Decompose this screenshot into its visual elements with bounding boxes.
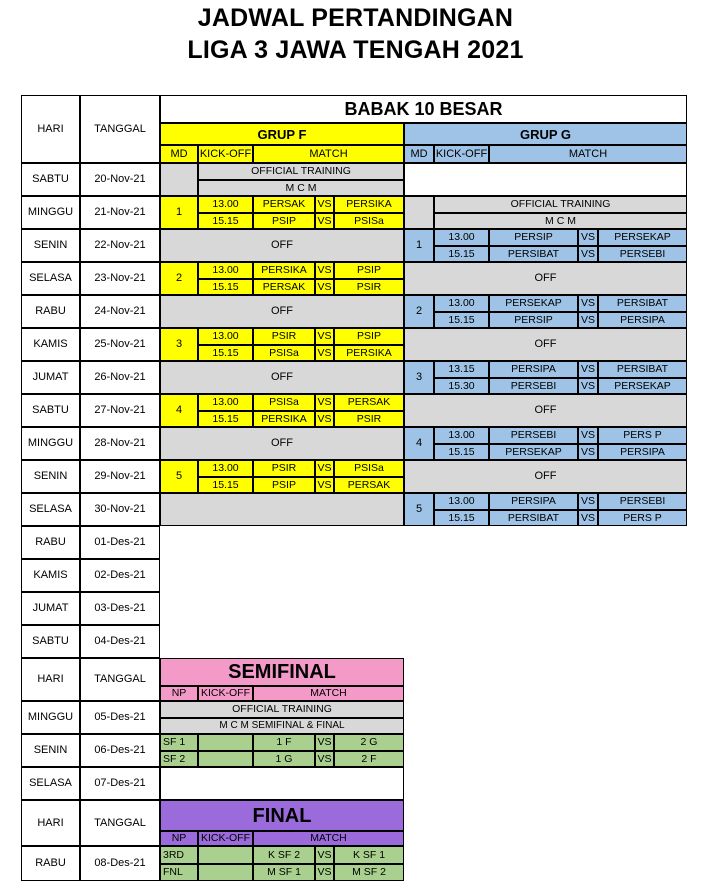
away-team: PERSIBAT: [598, 361, 687, 378]
semifinal-day-tanggal: 05-Des-21: [80, 701, 160, 734]
home-team: PSIR: [253, 460, 315, 477]
babak-title: BABAK 10 BESAR: [160, 95, 687, 123]
kickoff-time: 15.30: [434, 378, 489, 395]
grup-f-training-md: [160, 163, 198, 196]
vs-label: VS: [578, 312, 598, 329]
grup-g-off: OFF: [404, 460, 687, 493]
final-home: M SF 1: [253, 864, 315, 882]
grup-g-official-training: OFFICIAL TRAINING: [434, 196, 687, 213]
away-team: PERSAK: [334, 477, 404, 494]
away-team: PERSAK: [334, 394, 404, 411]
semifinal-header-hari: HARI: [21, 658, 80, 701]
semifinal-day-tanggal: 07-Des-21: [80, 767, 160, 800]
grup-g-title: GRUP G: [404, 123, 687, 145]
vs-label: VS: [578, 510, 598, 527]
day-tanggal: 29-Nov-21: [80, 460, 160, 493]
final-match-header: MATCH: [253, 831, 404, 846]
grup-f-off: OFF: [160, 229, 404, 262]
home-team: PERSIKA: [253, 262, 315, 279]
vs-label: VS: [578, 378, 598, 395]
semifinal-away: 2 F: [334, 751, 404, 768]
grup-g-training-md: [404, 196, 434, 229]
semifinal-empty: [160, 767, 404, 800]
grup-f-mcm: M C M: [198, 180, 404, 197]
grup_g-md: 4: [404, 427, 434, 460]
day-hari: KAMIS: [21, 328, 80, 361]
away-team: PERSIKA: [334, 196, 404, 213]
away-team: PSISa: [334, 460, 404, 477]
kickoff-time: 13.00: [198, 460, 253, 477]
day-tanggal: 22-Nov-21: [80, 229, 160, 262]
kickoff-time: 15.15: [198, 477, 253, 494]
semifinal-np-header: NP: [160, 686, 198, 701]
kickoff-time: 15.15: [198, 213, 253, 230]
vs-label: VS: [578, 246, 598, 263]
grup-f-rest: [160, 493, 404, 526]
semifinal-kickoff-header: KICK-OFF: [198, 686, 253, 701]
final-code: FNL: [160, 864, 198, 882]
away-team: PSISa: [334, 213, 404, 230]
vs-label: VS: [315, 279, 334, 296]
home-team: PERSEKAP: [489, 444, 578, 461]
away-team: PERSIKA: [334, 345, 404, 362]
grup-f-title: GRUP F: [160, 123, 404, 145]
vs-label: VS: [578, 493, 598, 510]
day-tanggal: 02-Des-21: [80, 559, 160, 592]
semifinal-home: 1 F: [253, 734, 315, 751]
final-header-hari: HARI: [21, 800, 80, 846]
kickoff-time: 15.15: [198, 411, 253, 428]
vs-label: VS: [315, 262, 334, 279]
grup_f-md: 1: [160, 196, 198, 229]
away-team: PERSIBAT: [598, 295, 687, 312]
grup_g-md: 5: [404, 493, 434, 526]
vs-label: VS: [315, 213, 334, 230]
vs-label: VS: [315, 411, 334, 428]
kickoff-time: 13.15: [434, 361, 489, 378]
kickoff-time: 13.00: [434, 295, 489, 312]
vs-label: VS: [315, 345, 334, 362]
day-hari: SABTU: [21, 163, 80, 196]
day-hari: RABU: [21, 526, 80, 559]
day-tanggal: 27-Nov-21: [80, 394, 160, 427]
final-vs: VS: [315, 846, 334, 864]
day-tanggal: 01-Des-21: [80, 526, 160, 559]
home-team: PSISa: [253, 394, 315, 411]
semifinal-day-hari: SENIN: [21, 734, 80, 767]
final-away: K SF 1: [334, 846, 404, 864]
final-code: 3RD: [160, 846, 198, 864]
home-team: PERSIBAT: [489, 246, 578, 263]
semifinal-away: 2 G: [334, 734, 404, 751]
away-team: PERSEKAP: [598, 378, 687, 395]
header-hari: HARI: [21, 95, 80, 163]
vs-label: VS: [578, 295, 598, 312]
kickoff-time: 13.00: [198, 196, 253, 213]
day-tanggal: 28-Nov-21: [80, 427, 160, 460]
home-team: PERSIPA: [489, 361, 578, 378]
grup-f-kickoff-header: KICK-OFF: [198, 145, 253, 163]
grup-g-empty: [404, 163, 687, 196]
kickoff-time: 13.00: [198, 394, 253, 411]
grup-g-mcm: M C M: [434, 213, 687, 230]
kickoff-time: 15.15: [198, 279, 253, 296]
grup-g-kickoff-header: KICK-OFF: [434, 145, 489, 163]
semifinal-title: SEMIFINAL: [160, 658, 404, 686]
grup-g-off: OFF: [404, 262, 687, 295]
kickoff-time: 13.00: [434, 427, 489, 444]
grup_f-md: 4: [160, 394, 198, 427]
away-team: PSIP: [334, 262, 404, 279]
home-team: PSIP: [253, 213, 315, 230]
semifinal-official-training: OFFICIAL TRAINING: [160, 701, 404, 718]
away-team: PSIR: [334, 411, 404, 428]
kickoff-time: 13.00: [434, 229, 489, 246]
home-team: PERSEBI: [489, 378, 578, 395]
final-vs: VS: [315, 864, 334, 882]
away-team: PERSEKAP: [598, 229, 687, 246]
grup-f-off: OFF: [160, 361, 404, 394]
day-hari: SABTU: [21, 625, 80, 658]
day-hari: SABTU: [21, 394, 80, 427]
day-tanggal: 21-Nov-21: [80, 196, 160, 229]
semifinal-vs: VS: [315, 751, 334, 768]
grup-f-off: OFF: [160, 295, 404, 328]
grup-g-off: OFF: [404, 394, 687, 427]
final-kickoff: [198, 864, 253, 882]
kickoff-time: 15.15: [434, 312, 489, 329]
home-team: PSIR: [253, 328, 315, 345]
home-team: PSIP: [253, 477, 315, 494]
grup-f-official-training: OFFICIAL TRAINING: [198, 163, 404, 180]
grup_f-md: 2: [160, 262, 198, 295]
away-team: PERSIPA: [598, 312, 687, 329]
kickoff-time: 13.00: [198, 328, 253, 345]
day-tanggal: 23-Nov-21: [80, 262, 160, 295]
kickoff-time: 13.00: [198, 262, 253, 279]
kickoff-time: 15.15: [434, 246, 489, 263]
semifinal-kickoff: [198, 751, 253, 768]
header-tanggal: TANGGAL: [80, 95, 160, 163]
day-hari: RABU: [21, 295, 80, 328]
grup-f-md-header: MD: [160, 145, 198, 163]
vs-label: VS: [315, 394, 334, 411]
day-tanggal: 03-Des-21: [80, 592, 160, 625]
kickoff-time: 15.15: [434, 444, 489, 461]
day-tanggal: 24-Nov-21: [80, 295, 160, 328]
semifinal-code: SF 1: [160, 734, 198, 751]
semifinal-day-hari: MINGGU: [21, 701, 80, 734]
grup_g-md: 1: [404, 229, 434, 262]
grup-f-match-header: MATCH: [253, 145, 404, 163]
home-team: PERSIP: [489, 229, 578, 246]
home-team: PERSAK: [253, 279, 315, 296]
home-team: PERSIKA: [253, 411, 315, 428]
final-day-hari: RABU: [21, 846, 80, 881]
kickoff-time: 15.15: [434, 510, 489, 527]
semifinal-header-tanggal: TANGGAL: [80, 658, 160, 701]
day-hari: SENIN: [21, 460, 80, 493]
away-team: PERSIPA: [598, 444, 687, 461]
semifinal-home: 1 G: [253, 751, 315, 768]
final-kickoff-header: KICK-OFF: [198, 831, 253, 846]
grup-g-off: OFF: [404, 328, 687, 361]
title-line-2: LIGA 3 JAWA TENGAH 2021: [187, 36, 524, 64]
vs-label: VS: [315, 328, 334, 345]
vs-label: VS: [315, 477, 334, 494]
semifinal-kickoff: [198, 734, 253, 751]
final-home: K SF 2: [253, 846, 315, 864]
home-team: PERSEKAP: [489, 295, 578, 312]
home-team: PERSIPA: [489, 493, 578, 510]
day-hari: KAMIS: [21, 559, 80, 592]
vs-label: VS: [315, 460, 334, 477]
vs-label: VS: [578, 444, 598, 461]
vs-label: VS: [578, 361, 598, 378]
day-hari: SELASA: [21, 262, 80, 295]
home-team: PERSIBAT: [489, 510, 578, 527]
semifinal-day-tanggal: 06-Des-21: [80, 734, 160, 767]
final-header-tanggal: TANGGAL: [80, 800, 160, 846]
grup_f-md: 3: [160, 328, 198, 361]
grup_g-md: 3: [404, 361, 434, 394]
away-team: PSIP: [334, 328, 404, 345]
home-team: PERSAK: [253, 196, 315, 213]
kickoff-time: 13.00: [434, 493, 489, 510]
semifinal-day-hari: SELASA: [21, 767, 80, 800]
day-hari: MINGGU: [21, 196, 80, 229]
grup-g-md-header: MD: [404, 145, 434, 163]
semifinal-match-header: MATCH: [253, 686, 404, 701]
away-team: PERSEBI: [598, 246, 687, 263]
home-team: PSISa: [253, 345, 315, 362]
day-hari: SENIN: [21, 229, 80, 262]
grup_f-md: 5: [160, 460, 198, 493]
semifinal-mcm: M C M SEMIFINAL & FINAL: [160, 718, 404, 735]
home-team: PERSEBI: [489, 427, 578, 444]
grup-g-match-header: MATCH: [489, 145, 687, 163]
kickoff-time: 15.15: [198, 345, 253, 362]
vs-label: VS: [578, 427, 598, 444]
vs-label: VS: [578, 229, 598, 246]
day-hari: MINGGU: [21, 427, 80, 460]
day-tanggal: 26-Nov-21: [80, 361, 160, 394]
home-team: PERSIP: [489, 312, 578, 329]
vs-label: VS: [315, 196, 334, 213]
semifinal-code: SF 2: [160, 751, 198, 768]
grup_g-md: 2: [404, 295, 434, 328]
grup-f-off: OFF: [160, 427, 404, 460]
away-team: PERS P: [598, 427, 687, 444]
day-tanggal: 25-Nov-21: [80, 328, 160, 361]
title-line-1: JADWAL PERTANDINGAN: [197, 4, 514, 32]
semifinal-vs: VS: [315, 734, 334, 751]
away-team: PERSEBI: [598, 493, 687, 510]
final-away: M SF 2: [334, 864, 404, 882]
away-team: PERS P: [598, 510, 687, 527]
final-kickoff: [198, 846, 253, 864]
day-tanggal: 04-Des-21: [80, 625, 160, 658]
day-tanggal: 20-Nov-21: [80, 163, 160, 196]
day-hari: JUMAT: [21, 361, 80, 394]
day-hari: SELASA: [21, 493, 80, 526]
day-hari: JUMAT: [21, 592, 80, 625]
final-np-header: NP: [160, 831, 198, 846]
day-tanggal: 30-Nov-21: [80, 493, 160, 526]
final-title: FINAL: [160, 800, 404, 831]
final-day-tanggal: 08-Des-21: [80, 846, 160, 881]
away-team: PSIR: [334, 279, 404, 296]
